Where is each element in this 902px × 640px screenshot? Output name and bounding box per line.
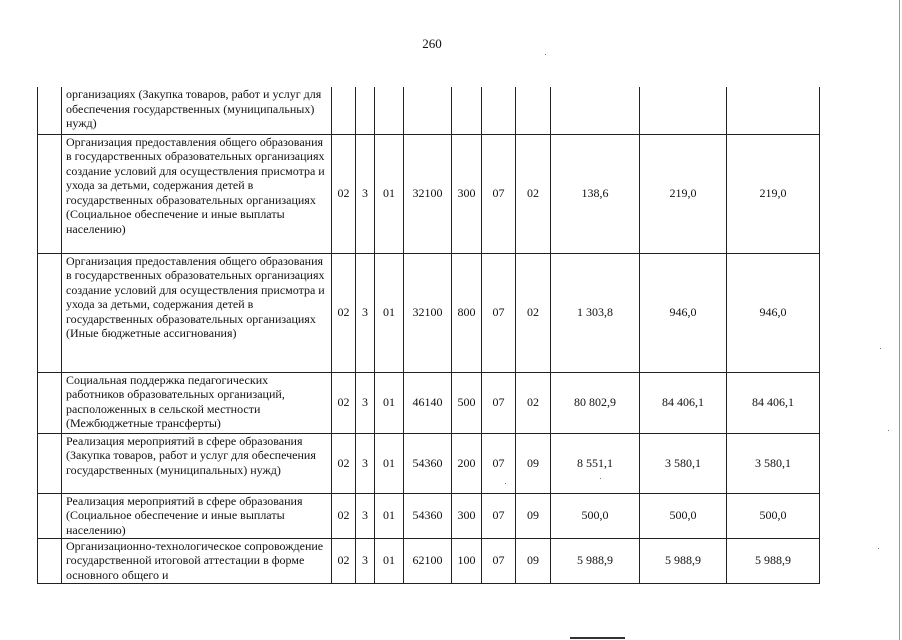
row-name: организациях (Закупка товаров, работ и услуг для обеспечения государственных (муниципальных) нужд) [62,87,332,134]
page-number: 260 [422,36,442,51]
row-name: Реализация мероприятий в сфере образования (Закупка товаров, работ и услуг для обеспечения государственных (муниципальных) нужд) [62,433,332,493]
code-rz: 07 [482,538,516,583]
amount-year-3: 84 406,1 [727,372,820,433]
code-pr: 09 [516,433,551,493]
scan-speck [888,430,889,431]
amount-year-1: 5 988,9 [551,538,640,583]
scan-speck [600,478,601,479]
code-om: 01 [375,538,404,583]
amount-year-2 [640,87,727,134]
scan-speck [878,548,879,549]
code-om: 01 [375,134,404,253]
code-direction: 54360 [404,433,452,493]
scan-edge-right [899,0,900,640]
table-row [38,372,820,433]
code-gp [332,87,356,134]
code-direction: 32100 [404,134,452,253]
amount-year-1: 138,6 [551,134,640,253]
code-om: 01 [375,253,404,372]
code-direction: 46140 [404,372,452,433]
row-name: Реализация мероприятий в сфере образования (Социальное обеспечение и иные выплаты населению) [62,493,332,538]
row-marker-cell [38,372,62,433]
code-om: 01 [375,493,404,538]
code-vr: 300 [452,493,482,538]
code-rz: 07 [482,433,516,493]
table-row [38,134,820,253]
row-name: Организационно-технологическое сопровождение государственной итоговой аттестации в форме основного общего и [62,538,332,583]
table-row [38,87,820,134]
code-vr: 500 [452,372,482,433]
code-gp: 02 [332,134,356,253]
code-om: 01 [375,433,404,493]
row-marker-cell [38,253,62,372]
code-pgp: 3 [356,433,375,493]
code-rz: 07 [482,493,516,538]
code-om: 01 [375,372,404,433]
scan-speck [545,54,546,55]
code-direction: 62100 [404,538,452,583]
row-name: Организация предоставления общего образования в государственных образовательных организациях создание условий для осуществления присмотра и ухода за детьми, содержания детей в государственных образовательных организациях (Иные бюджетные ассигнования) [62,253,332,372]
code-vr: 300 [452,134,482,253]
budget-table [37,87,820,584]
code-pgp: 3 [356,253,375,372]
amount-year-1: 80 802,9 [551,372,640,433]
code-pr: 02 [516,134,551,253]
table-row [38,433,820,493]
scan-edge-mark [570,637,625,639]
code-pgp: 3 [356,134,375,253]
amount-year-2: 5 988,9 [640,538,727,583]
amount-year-2: 3 580,1 [640,433,727,493]
code-pgp: 3 [356,538,375,583]
table-body [38,87,820,583]
amount-year-3 [727,87,820,134]
amount-year-3: 3 580,1 [727,433,820,493]
code-pgp: 3 [356,493,375,538]
amount-year-3: 219,0 [727,134,820,253]
code-om [375,87,404,134]
amount-year-1: 8 551,1 [551,433,640,493]
row-name: Социальная поддержка педагогических работников образовательных организаций, расположенных в сельской местности (Межбюджетные трансферты) [62,372,332,433]
code-direction: 54360 [404,493,452,538]
code-gp: 02 [332,493,356,538]
code-direction: 32100 [404,253,452,372]
table-row [38,253,820,372]
code-pr: 02 [516,253,551,372]
row-marker-cell [38,538,62,583]
code-gp: 02 [332,433,356,493]
code-rz [482,87,516,134]
amount-year-3: 500,0 [727,493,820,538]
amount-year-1: 1 303,8 [551,253,640,372]
code-pr [516,87,551,134]
code-rz: 07 [482,253,516,372]
code-gp: 02 [332,372,356,433]
row-marker-cell [38,87,62,134]
code-pgp [356,87,375,134]
code-vr: 800 [452,253,482,372]
code-vr [452,87,482,134]
code-vr: 100 [452,538,482,583]
amount-year-2: 500,0 [640,493,727,538]
amount-year-2: 946,0 [640,253,727,372]
amount-year-2: 219,0 [640,134,727,253]
code-gp: 02 [332,253,356,372]
code-pr: 09 [516,493,551,538]
code-rz: 07 [482,372,516,433]
table-row [38,493,820,538]
row-marker-cell [38,493,62,538]
row-marker-cell [38,134,62,253]
code-direction [404,87,452,134]
amount-year-3: 5 988,9 [727,538,820,583]
code-gp: 02 [332,538,356,583]
amount-year-2: 84 406,1 [640,372,727,433]
row-marker-cell [38,433,62,493]
table-row [38,538,820,583]
amount-year-3: 946,0 [727,253,820,372]
code-pr: 09 [516,538,551,583]
scan-speck [505,483,506,484]
code-vr: 200 [452,433,482,493]
amount-year-1 [551,87,640,134]
row-name: Организация предоставления общего образования в государственных образовательных организациях создание условий для осуществления присмотра и ухода за детьми, содержания детей в государственных образовательных организациях (Социальное обеспечение и иные выплаты населению) [62,134,332,253]
code-rz: 07 [482,134,516,253]
amount-year-1: 500,0 [551,493,640,538]
scan-speck [880,348,881,349]
code-pr: 02 [516,372,551,433]
code-pgp: 3 [356,372,375,433]
